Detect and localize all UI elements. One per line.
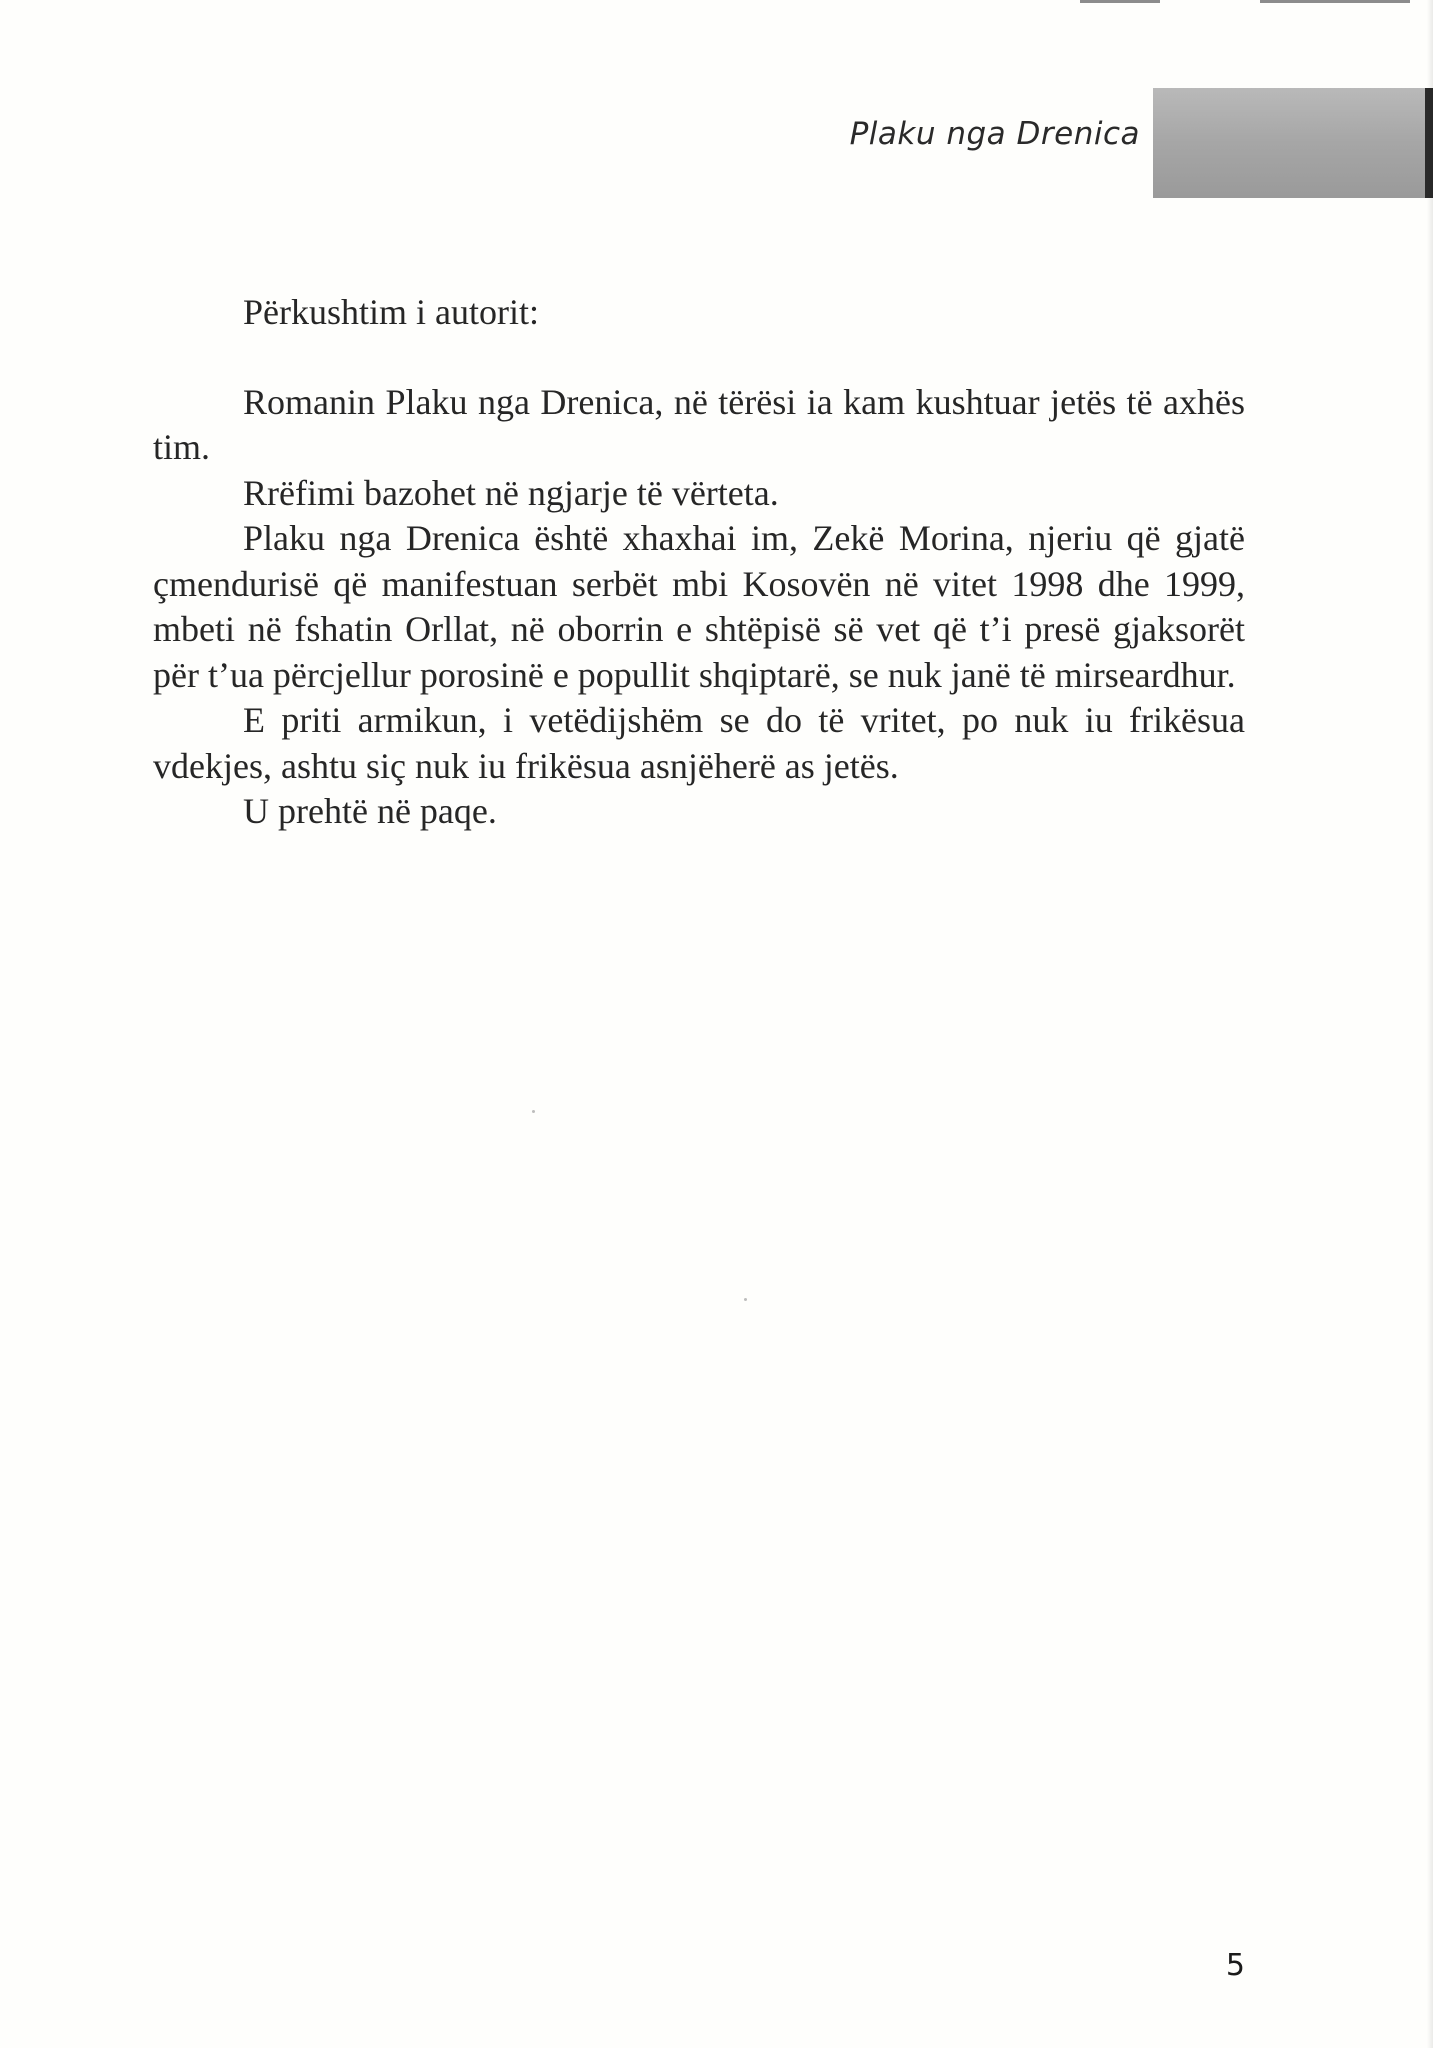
running-header-title: Plaku nga Drenica	[849, 116, 1140, 152]
dedication-paragraph: E priti armikun, i vetëdijshëm se do të vritet, po nuk iu frikësua vdekjes, ashtu siç nuk iu frikësua asnjëherë as jetës.	[153, 700, 1245, 786]
page-edge-shadow	[1427, 0, 1433, 2048]
dedication-section	[153, 290, 1245, 835]
dedication-paragraph: Plaku nga Drenica është xhaxhai im, Zekë Morina, njeriu që gjatë çmendurisë që manifestuan serbët mbi Kosovën në vitet 1998 dhe 1999, mbeti në fshatin Orllat, në oborrin e shtëpisë së vet që t’i presë gjaksorët për t’ua përcjellur porosinë e popullit shqiptarë, se nuk janë të mirseardhur.	[153, 518, 1245, 695]
scan-edge-mark	[1260, 0, 1410, 3]
dedication-heading: Përkushtim i autorit:	[243, 292, 539, 332]
dedication-paragraph: Romanin Plaku nga Drenica, në tërësi ia kam kushtuar jetës të axhës tim.	[153, 381, 1245, 467]
scan-speck	[744, 1298, 747, 1301]
dedication-paragraph: U prehtë në paqe.	[243, 791, 497, 831]
header-gray-tab	[1153, 88, 1433, 198]
page-number: 5	[1225, 1948, 1245, 1983]
dedication-paragraph: Rrëfimi bazohet në ngjarje të vërteta.	[243, 472, 779, 513]
scan-speck	[532, 1110, 535, 1113]
scan-edge-mark	[1080, 0, 1160, 3]
